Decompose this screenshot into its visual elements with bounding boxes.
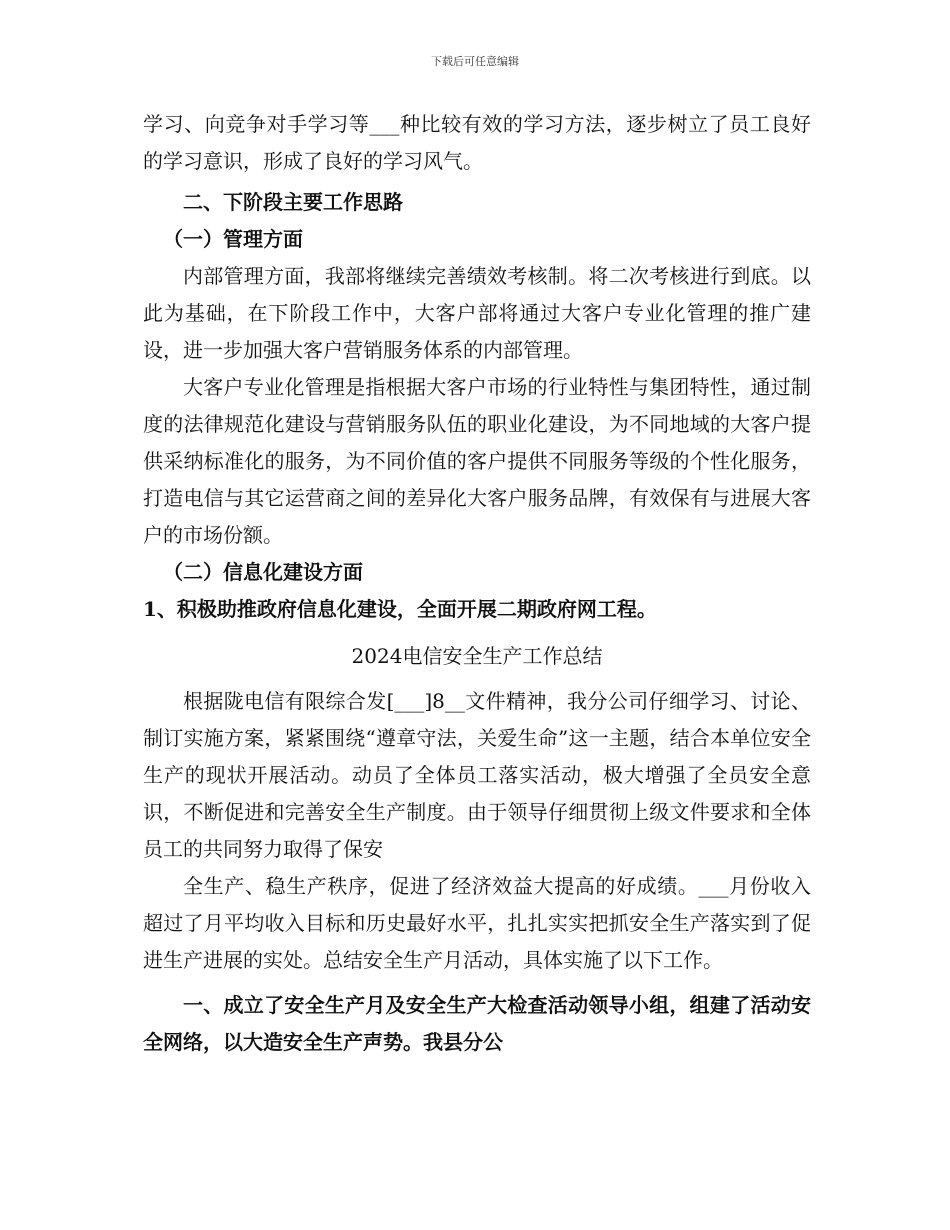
paragraph-learning: 学习、向竞争对手学习等___种比较有效的学习方法，逐步树立了员工良好的学习意识，形成了良好的学习风气。 [143,112,811,173]
paragraph-key-account: 大客户专业化管理是指根据大客户市场的行业特性与集团特性，通过制度的法律规范化建设与营销服务队伍的职业化建设，为不同地域的大客户提供采纳标准化的服务，为不同价值的客户提供不同服务等级的个性化服务，打造电信与其它运营商之间的差异化大客户服务品牌，有效保有与进展大客户的市场份额。 [143,375,811,547]
heading-next-stage: 二、下阶段主要工作思路 [183,190,403,214]
paragraph-government-network: 1、积极助推政府信息化建设，全面开展二期政府网工程。 [143,597,657,621]
subheading-informatization: （二）信息化建设方面 [163,560,363,584]
document-body [143,106,811,1061]
paragraph-internal-management: 内部管理方面，我部将继续完善绩效考核制。将二次考核进行到底。以此为基础，在下阶段工作中，大客户部将通过大客户专业化管理的推广建设，进一步加强大客户营销服务体系的内部管理。 [143,264,811,362]
paragraph-safety-leadership: 一、成立了安全生产月及安全生产大检查活动领导小组，组建了活动安全网络，以大造安全生产声势。我县分公 [143,993,811,1054]
subheading-management: （一）管理方面 [163,227,303,251]
paragraph-safety-results: 全生产、稳生产秩序，促进了经济效益大提高的好成绩。___月份收入超过了月平均收入目标和历史最好水平，扎扎实实把抓安全生产落实到了促进生产进展的实处。总结安全生产月活动，具体实施了以下工作。 [143,874,811,972]
document-title: 2024电信安全生产工作总结 [351,644,603,668]
paragraph-safety-intro: 根据陇电信有限综合发[___]8__文件精神，我分公司仔细学习、讨论、制订实施方案，紧紧围绕“遵章守法，关爱生命”这一主题，结合本单位安全生产的现状开展活动。动员了全体员工落实活动，极大增强了全员安全意识，不断促进和完善安全生产制度。由于领导仔细贯彻上级文件要求和全体员工的共同努力取得了保安 [143,689,811,861]
page-header: 下载后可任意编辑 [431,55,519,68]
